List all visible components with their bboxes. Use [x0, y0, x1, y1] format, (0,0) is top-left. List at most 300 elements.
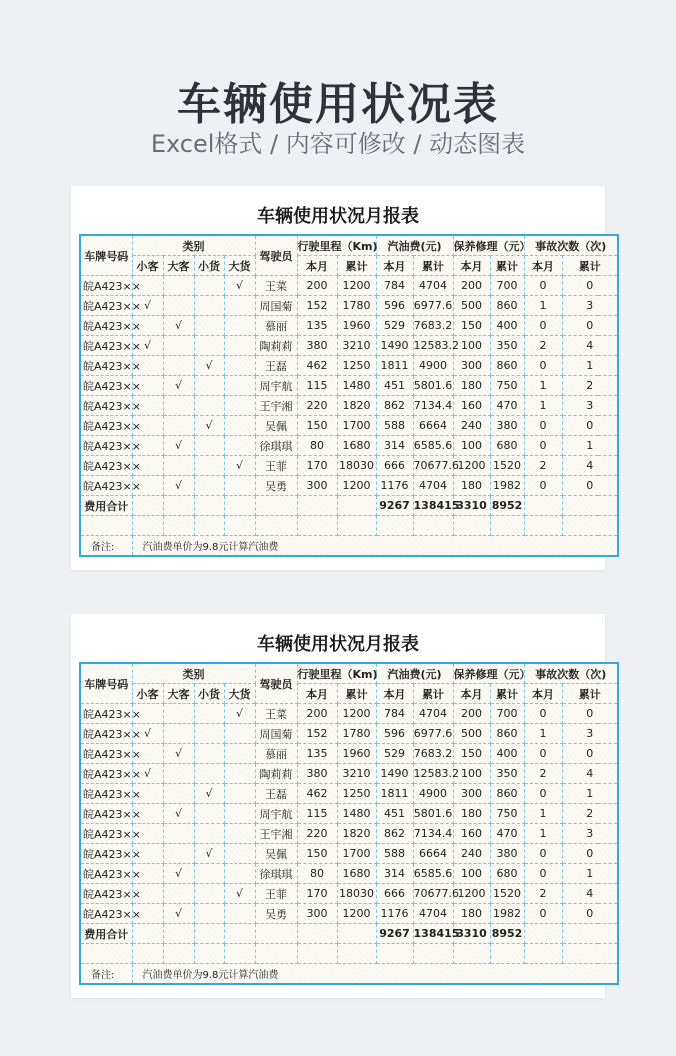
- table-row: [80, 416, 618, 436]
- accident-cumulative-cell: 2: [562, 804, 618, 824]
- category-small-truck-cell: [194, 904, 224, 924]
- mileage-month-cell: 80: [297, 436, 337, 456]
- totals-repair-month: 3310: [453, 496, 490, 516]
- header-fuel: 汽油费(元): [376, 663, 453, 684]
- fuel-cumulative-cell: 4900: [413, 784, 453, 804]
- mileage-month-cell: 380: [297, 764, 337, 784]
- table-row: [80, 884, 618, 904]
- driver-cell: 王菲: [255, 456, 297, 476]
- report-table: [79, 234, 619, 557]
- empty-cell: [224, 516, 255, 536]
- empty-cell: [297, 924, 337, 944]
- totals-fuel-month: 9267: [376, 496, 413, 516]
- header-mileage: 行驶里程（Km): [297, 663, 376, 684]
- header-cumulative: 累计: [337, 684, 376, 704]
- category-small-truck-cell: [194, 476, 224, 496]
- repair-cumulative-cell: 680: [490, 436, 524, 456]
- plate-cell: 皖A423××: [80, 704, 132, 724]
- driver-cell: 慕丽: [255, 316, 297, 336]
- repair-month-cell: 180: [453, 804, 490, 824]
- empty-cell: [80, 516, 132, 536]
- accident-cumulative-cell: 1: [562, 864, 618, 884]
- plate-cell: 皖A423××: [80, 296, 132, 316]
- mileage-month-cell: 170: [297, 456, 337, 476]
- category-big-bus-cell: √: [163, 376, 194, 396]
- empty-cell: [413, 516, 453, 536]
- mileage-cumulative-cell: 1200: [337, 476, 376, 496]
- totals-fuel-cumulative: 138415: [413, 496, 453, 516]
- mileage-cumulative-cell: 1250: [337, 784, 376, 804]
- accident-month-cell: 1: [524, 396, 562, 416]
- empty-cell: [297, 496, 337, 516]
- header-this-month: 本月: [524, 684, 562, 704]
- repair-cumulative-cell: 400: [490, 316, 524, 336]
- category-big-bus-cell: [163, 724, 194, 744]
- driver-cell: 王磊: [255, 356, 297, 376]
- empty-cell: [132, 944, 163, 964]
- accident-month-cell: 2: [524, 884, 562, 904]
- mileage-cumulative-cell: 1680: [337, 864, 376, 884]
- repair-month-cell: 1200: [453, 456, 490, 476]
- category-big-bus-cell: [163, 784, 194, 804]
- header-cat-big-truck: 大货: [224, 256, 255, 276]
- driver-cell: 周国菊: [255, 296, 297, 316]
- category-big-bus-cell: [163, 416, 194, 436]
- mileage-month-cell: 150: [297, 416, 337, 436]
- category-big-bus-cell: [163, 276, 194, 296]
- mileage-cumulative-cell: 3210: [337, 336, 376, 356]
- empty-cell: [224, 924, 255, 944]
- accident-cumulative-cell: 0: [562, 844, 618, 864]
- mileage-cumulative-cell: 1200: [337, 904, 376, 924]
- empty-cell: [80, 944, 132, 964]
- fuel-cumulative-cell: 6977.6: [413, 296, 453, 316]
- category-big-bus-cell: [163, 824, 194, 844]
- header-row: [80, 663, 618, 684]
- totals-row: [80, 924, 618, 944]
- table-body: [80, 235, 618, 556]
- category-small-truck-cell: [194, 864, 224, 884]
- category-big-bus-cell: [163, 296, 194, 316]
- mileage-cumulative-cell: 1700: [337, 844, 376, 864]
- mileage-month-cell: 170: [297, 884, 337, 904]
- driver-cell: 吴佩: [255, 844, 297, 864]
- empty-cell: [524, 516, 562, 536]
- accident-month-cell: 0: [524, 416, 562, 436]
- header-row: [80, 235, 618, 256]
- empty-cell: [194, 496, 224, 516]
- empty-cell: [297, 516, 337, 536]
- repair-cumulative-cell: 860: [490, 356, 524, 376]
- plate-cell: 皖A423××: [80, 884, 132, 904]
- category-big-bus-cell: [163, 704, 194, 724]
- category-big-truck-cell: [224, 824, 255, 844]
- repair-cumulative-cell: 1982: [490, 904, 524, 924]
- fuel-cumulative-cell: 12583.2: [413, 764, 453, 784]
- category-small-truck-cell: √: [194, 416, 224, 436]
- report-title: 车辆使用状况月报表: [257, 206, 419, 227]
- plate-cell: 皖A423××: [80, 376, 132, 396]
- repair-cumulative-cell: 1520: [490, 884, 524, 904]
- category-big-bus-cell: [163, 336, 194, 356]
- empty-cell: [337, 496, 376, 516]
- category-big-truck-cell: [224, 356, 255, 376]
- accident-cumulative-cell: 4: [562, 884, 618, 904]
- accident-month-cell: 0: [524, 784, 562, 804]
- accident-cumulative-cell: 3: [562, 296, 618, 316]
- fuel-cumulative-cell: 6585.6: [413, 436, 453, 456]
- category-small-truck-cell: [194, 456, 224, 476]
- empty-cell: [337, 516, 376, 536]
- repair-month-cell: 100: [453, 764, 490, 784]
- header-this-month: 本月: [453, 256, 490, 276]
- mileage-cumulative-cell: 1480: [337, 804, 376, 824]
- fuel-month-cell: 862: [376, 396, 413, 416]
- fuel-month-cell: 451: [376, 804, 413, 824]
- totals-repair-cumulative: 8952: [490, 496, 524, 516]
- category-big-bus-cell: √: [163, 476, 194, 496]
- repair-cumulative-cell: 1982: [490, 476, 524, 496]
- driver-cell: 徐琪琪: [255, 864, 297, 884]
- accident-cumulative-cell: 0: [562, 476, 618, 496]
- header-driver: 驾驶员: [255, 235, 297, 276]
- category-small-bus-cell: √: [132, 764, 163, 784]
- empty-cell: [255, 944, 297, 964]
- category-small-truck-cell: √: [194, 356, 224, 376]
- category-big-bus-cell: √: [163, 904, 194, 924]
- category-big-bus-cell: [163, 844, 194, 864]
- empty-cell: [453, 516, 490, 536]
- accident-cumulative-cell: 3: [562, 824, 618, 844]
- empty-cell: [194, 516, 224, 536]
- driver-cell: 陶莉莉: [255, 336, 297, 356]
- totals-fuel-month: 9267: [376, 924, 413, 944]
- table-row: [80, 276, 618, 296]
- totals-label: 费用合计: [80, 924, 132, 944]
- driver-cell: 吴佩: [255, 416, 297, 436]
- mileage-cumulative-cell: 1700: [337, 416, 376, 436]
- plate-cell: 皖A423××: [80, 316, 132, 336]
- driver-cell: 周宇航: [255, 804, 297, 824]
- category-small-truck-cell: √: [194, 844, 224, 864]
- category-big-truck-cell: [224, 844, 255, 864]
- empty-cell: [194, 944, 224, 964]
- table-row: [80, 764, 618, 784]
- repair-month-cell: 240: [453, 844, 490, 864]
- header-cat-big-truck: 大货: [224, 684, 255, 704]
- accident-month-cell: 0: [524, 276, 562, 296]
- repair-cumulative-cell: 680: [490, 864, 524, 884]
- category-small-truck-cell: [194, 436, 224, 456]
- empty-cell: [132, 496, 163, 516]
- plate-cell: 皖A423××: [80, 416, 132, 436]
- fuel-cumulative-cell: 6585.6: [413, 864, 453, 884]
- category-big-truck-cell: [224, 376, 255, 396]
- table-row: [80, 296, 618, 316]
- header-category: 类别: [132, 663, 255, 684]
- totals-repair-cumulative: 8952: [490, 924, 524, 944]
- driver-cell: 王菜: [255, 704, 297, 724]
- driver-cell: 吴勇: [255, 476, 297, 496]
- accident-month-cell: 0: [524, 316, 562, 336]
- mileage-cumulative-cell: 1200: [337, 276, 376, 296]
- header-this-month: 本月: [297, 256, 337, 276]
- table-row: [80, 904, 618, 924]
- page-subtitle: Excel格式 / 内容可修改 / 动态图表: [150, 130, 526, 158]
- fuel-cumulative-cell: 6664: [413, 416, 453, 436]
- accident-cumulative-cell: 0: [562, 904, 618, 924]
- empty-cell: [490, 516, 524, 536]
- note-text: 汽油费单价为9.8元计算汽油费: [132, 536, 618, 557]
- category-big-truck-cell: [224, 724, 255, 744]
- accident-cumulative-cell: 3: [562, 724, 618, 744]
- fuel-cumulative-cell: 5801.6: [413, 376, 453, 396]
- note-row: [80, 964, 618, 985]
- mileage-month-cell: 300: [297, 476, 337, 496]
- accident-cumulative-cell: 3: [562, 396, 618, 416]
- empty-cell: [255, 496, 297, 516]
- header-accidents: 事故次数（次): [524, 663, 618, 684]
- empty-cell: [255, 924, 297, 944]
- mileage-month-cell: 200: [297, 704, 337, 724]
- fuel-cumulative-cell: 7683.2: [413, 744, 453, 764]
- category-big-truck-cell: [224, 764, 255, 784]
- repair-cumulative-cell: 350: [490, 336, 524, 356]
- category-small-truck-cell: [194, 724, 224, 744]
- repair-month-cell: 300: [453, 356, 490, 376]
- header-plate: 车牌号码: [80, 235, 132, 276]
- category-small-truck-cell: [194, 824, 224, 844]
- accident-month-cell: 1: [524, 804, 562, 824]
- table-row: [80, 476, 618, 496]
- category-big-truck-cell: [224, 296, 255, 316]
- table-row: [80, 356, 618, 376]
- fuel-cumulative-cell: 4704: [413, 276, 453, 296]
- repair-cumulative-cell: 470: [490, 824, 524, 844]
- mileage-month-cell: 220: [297, 396, 337, 416]
- category-big-bus-cell: [163, 456, 194, 476]
- mileage-month-cell: 220: [297, 824, 337, 844]
- header-this-month: 本月: [376, 256, 413, 276]
- category-big-bus-cell: √: [163, 316, 194, 336]
- fuel-cumulative-cell: 7683.2: [413, 316, 453, 336]
- repair-cumulative-cell: 860: [490, 784, 524, 804]
- driver-cell: 周宇航: [255, 376, 297, 396]
- repair-month-cell: 160: [453, 824, 490, 844]
- header-cumulative: 累计: [490, 684, 524, 704]
- mileage-cumulative-cell: 3210: [337, 764, 376, 784]
- header-cumulative: 累计: [413, 684, 453, 704]
- accident-month-cell: 1: [524, 296, 562, 316]
- accident-cumulative-cell: 4: [562, 456, 618, 476]
- repair-month-cell: 300: [453, 784, 490, 804]
- repair-month-cell: 100: [453, 336, 490, 356]
- category-small-truck-cell: [194, 396, 224, 416]
- note-label: 备注:: [80, 964, 132, 985]
- repair-month-cell: 150: [453, 744, 490, 764]
- category-small-truck-cell: [194, 884, 224, 904]
- empty-cell: [194, 924, 224, 944]
- header-cat-big-bus: 大客: [163, 256, 194, 276]
- repair-month-cell: 500: [453, 724, 490, 744]
- table-row: [80, 456, 618, 476]
- fuel-cumulative-cell: 7134.4: [413, 824, 453, 844]
- table-row: [80, 396, 618, 416]
- mileage-month-cell: 462: [297, 784, 337, 804]
- note-label: 备注:: [80, 536, 132, 557]
- empty-cell: [337, 924, 376, 944]
- accident-cumulative-cell: 1: [562, 784, 618, 804]
- accident-month-cell: 1: [524, 376, 562, 396]
- table-row: [80, 336, 618, 356]
- empty-cell: [524, 496, 562, 516]
- mileage-cumulative-cell: 1820: [337, 396, 376, 416]
- repair-cumulative-cell: 860: [490, 296, 524, 316]
- fuel-cumulative-cell: 6977.6: [413, 724, 453, 744]
- header-maintenance: 保养修理（元）: [453, 235, 524, 256]
- fuel-cumulative-cell: 70677.6: [413, 456, 453, 476]
- category-big-truck-cell: [224, 396, 255, 416]
- header-cat-small-bus: 小客: [132, 684, 163, 704]
- category-big-bus-cell: [163, 396, 194, 416]
- empty-cell: [562, 944, 618, 964]
- fuel-month-cell: 862: [376, 824, 413, 844]
- empty-cell: [297, 944, 337, 964]
- empty-cell: [453, 944, 490, 964]
- fuel-month-cell: 529: [376, 744, 413, 764]
- category-big-truck-cell: √: [224, 456, 255, 476]
- fuel-cumulative-cell: 4704: [413, 704, 453, 724]
- driver-cell: 周国菊: [255, 724, 297, 744]
- table-row: [80, 784, 618, 804]
- category-big-truck-cell: [224, 904, 255, 924]
- repair-cumulative-cell: 860: [490, 724, 524, 744]
- repair-month-cell: 180: [453, 476, 490, 496]
- table-body: [80, 663, 618, 984]
- category-big-bus-cell: √: [163, 744, 194, 764]
- totals-fuel-cumulative: 138415: [413, 924, 453, 944]
- repair-cumulative-cell: 380: [490, 416, 524, 436]
- mileage-month-cell: 115: [297, 376, 337, 396]
- fuel-cumulative-cell: 12583.2: [413, 336, 453, 356]
- mileage-month-cell: 115: [297, 804, 337, 824]
- plate-cell: 皖A423××: [80, 784, 132, 804]
- plate-cell: 皖A423××: [80, 844, 132, 864]
- mileage-cumulative-cell: 1680: [337, 436, 376, 456]
- empty-cell: [524, 944, 562, 964]
- repair-cumulative-cell: 380: [490, 844, 524, 864]
- category-big-truck-cell: [224, 436, 255, 456]
- header-cat-small-truck: 小货: [194, 684, 224, 704]
- empty-cell: [224, 496, 255, 516]
- repair-month-cell: 200: [453, 704, 490, 724]
- table-row: [80, 316, 618, 336]
- category-big-bus-cell: √: [163, 804, 194, 824]
- fuel-month-cell: 1811: [376, 784, 413, 804]
- header-this-month: 本月: [453, 684, 490, 704]
- totals-row: [80, 496, 618, 516]
- accident-month-cell: 0: [524, 904, 562, 924]
- fuel-month-cell: 1490: [376, 764, 413, 784]
- plate-cell: 皖A423××: [80, 436, 132, 456]
- accident-cumulative-cell: 0: [562, 316, 618, 336]
- empty-cell: [413, 944, 453, 964]
- driver-cell: 王宇湘: [255, 396, 297, 416]
- category-small-truck-cell: [194, 804, 224, 824]
- accident-month-cell: 0: [524, 436, 562, 456]
- fuel-month-cell: 596: [376, 296, 413, 316]
- mileage-cumulative-cell: 18030: [337, 884, 376, 904]
- repair-cumulative-cell: 1520: [490, 456, 524, 476]
- fuel-month-cell: 596: [376, 724, 413, 744]
- accident-cumulative-cell: 0: [562, 704, 618, 724]
- category-big-bus-cell: √: [163, 864, 194, 884]
- header-cumulative: 累计: [562, 256, 618, 276]
- mileage-cumulative-cell: 18030: [337, 456, 376, 476]
- category-big-truck-cell: √: [224, 276, 255, 296]
- report-card-1: [71, 186, 605, 570]
- mileage-month-cell: 150: [297, 844, 337, 864]
- fuel-month-cell: 451: [376, 376, 413, 396]
- fuel-month-cell: 314: [376, 436, 413, 456]
- repair-month-cell: 150: [453, 316, 490, 336]
- repair-month-cell: 160: [453, 396, 490, 416]
- report-table: [79, 662, 619, 985]
- fuel-month-cell: 666: [376, 884, 413, 904]
- repair-month-cell: 100: [453, 864, 490, 884]
- repair-month-cell: 500: [453, 296, 490, 316]
- header-category: 类别: [132, 235, 255, 256]
- repair-cumulative-cell: 750: [490, 376, 524, 396]
- fuel-month-cell: 666: [376, 456, 413, 476]
- driver-cell: 慕丽: [255, 744, 297, 764]
- category-small-bus-cell: √: [132, 296, 163, 316]
- accident-cumulative-cell: 1: [562, 356, 618, 376]
- mileage-month-cell: 152: [297, 296, 337, 316]
- empty-cell: [562, 516, 618, 536]
- category-small-truck-cell: [194, 296, 224, 316]
- repair-cumulative-cell: 470: [490, 396, 524, 416]
- category-small-bus-cell: √: [132, 336, 163, 356]
- category-small-truck-cell: [194, 316, 224, 336]
- empty-cell: [524, 924, 562, 944]
- plate-cell: 皖A423××: [80, 336, 132, 356]
- accident-month-cell: 2: [524, 764, 562, 784]
- header-mileage: 行驶里程（Km): [297, 235, 376, 256]
- empty-cell: [163, 944, 194, 964]
- note-text: 汽油费单价为9.8元计算汽油费: [132, 964, 618, 985]
- accident-cumulative-cell: 2: [562, 376, 618, 396]
- accident-month-cell: 0: [524, 744, 562, 764]
- table-row: [80, 436, 618, 456]
- category-big-truck-cell: [224, 784, 255, 804]
- driver-cell: 徐琪琪: [255, 436, 297, 456]
- mileage-month-cell: 135: [297, 316, 337, 336]
- plate-cell: 皖A423××: [80, 824, 132, 844]
- table-row: [80, 864, 618, 884]
- page-title: 车辆使用状况表: [177, 79, 499, 130]
- accident-month-cell: 2: [524, 336, 562, 356]
- category-big-bus-cell: [163, 764, 194, 784]
- header-this-month: 本月: [524, 256, 562, 276]
- repair-month-cell: 180: [453, 904, 490, 924]
- header-accidents: 事故次数（次): [524, 235, 618, 256]
- fuel-month-cell: 588: [376, 844, 413, 864]
- table-row: [80, 704, 618, 724]
- accident-month-cell: 0: [524, 356, 562, 376]
- accident-cumulative-cell: 0: [562, 416, 618, 436]
- accident-cumulative-cell: 0: [562, 744, 618, 764]
